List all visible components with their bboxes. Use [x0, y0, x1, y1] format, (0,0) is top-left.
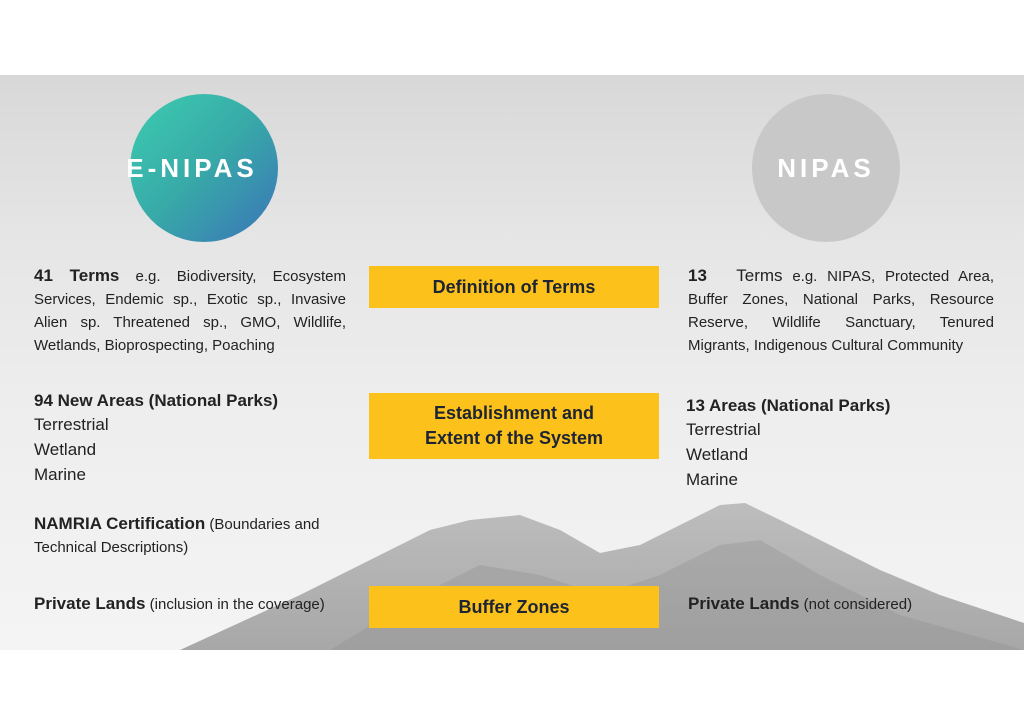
establishment-box [369, 393, 659, 459]
definition-of-terms-label: Definition of Terms [432, 276, 596, 297]
enipas-circle [126, 94, 278, 242]
nipas-area-terrestrial: Terrestrial [686, 420, 761, 439]
nipas-areas [686, 394, 986, 492]
nipas-label: NIPAS [777, 152, 875, 183]
enipas-label: E-NIPAS [126, 152, 258, 183]
establishment-label-line1: Establishment and [433, 403, 595, 423]
enipas-area-wetland: Wetland [34, 440, 97, 459]
nipas-terms-text [688, 264, 994, 357]
enipas-terms-text [34, 264, 346, 357]
enipas-areas-heading: 94 New Areas (National Parks) [34, 391, 279, 410]
nipas-private-detail: (not considered) [799, 596, 913, 613]
enipas-namria-text [34, 512, 334, 559]
buffer-zones-box [369, 586, 659, 628]
enipas-namria-bold: NAMRIA Certification [34, 514, 206, 533]
enipas-area-terrestrial: Terrestrial [34, 415, 109, 434]
nipas-terms-detail: e.g. NIPAS, Protected Area, Buffer Zones, National Parks, Resource Reserve, Wildlife Sanctuary, Tenured Migrants, Indigenous Cultural Community [688, 268, 994, 354]
establishment-label-line2: Extent of the System [424, 428, 604, 448]
enipas-namria-detail: (Boundaries and Technical Descriptions) [34, 516, 320, 556]
enipas-terms-count: 41 Terms [34, 266, 120, 285]
nipas-terms-word: Terms [736, 266, 783, 285]
nipas-area-marine: Marine [686, 470, 738, 489]
enipas-terms-detail: e.g. Biodiversity, Ecosystem Services, Endemic sp., Exotic sp., Invasive Alien sp. Threatened sp., GMO, Wildlife, Wetlands, Bioprospecting, Poaching [34, 268, 346, 354]
nipas-private-lands-text [688, 592, 1008, 616]
buffer-zones-label: Buffer Zones [458, 596, 570, 617]
nipas-areas-heading: 13 Areas (National Parks) [686, 396, 891, 415]
nipas-private-bold: Private Lands [688, 594, 800, 613]
nipas-circle [752, 94, 900, 242]
definition-of-terms-box [369, 266, 659, 308]
enipas-areas [34, 389, 354, 487]
nipas-terms-count: 13 [688, 266, 707, 285]
enipas-private-detail: (inclusion in the coverage) [145, 596, 325, 613]
enipas-private-lands-text [34, 592, 340, 616]
enipas-area-marine: Marine [34, 465, 86, 484]
enipas-private-bold: Private Lands [34, 594, 146, 613]
nipas-area-wetland: Wetland [686, 445, 749, 464]
